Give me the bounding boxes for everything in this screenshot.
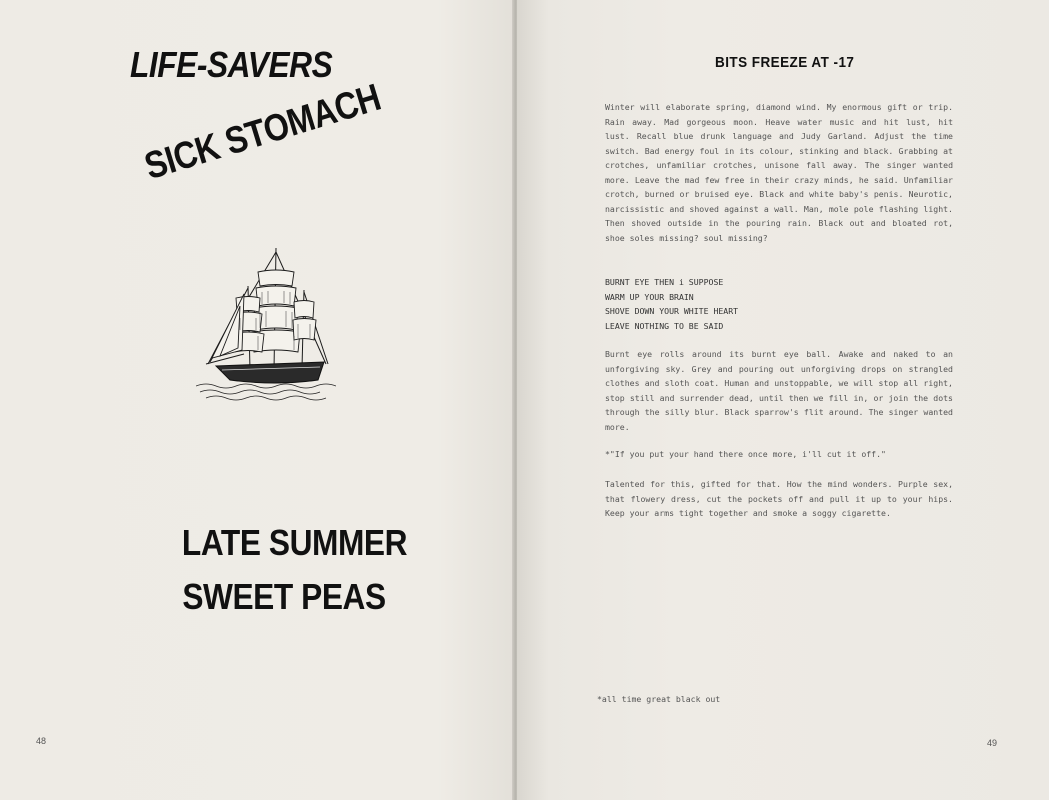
page-number-right: 49 bbox=[987, 738, 998, 748]
heading-late-summer: LATE SUMMER bbox=[181, 522, 408, 563]
heading-sick-stomach: SICK STOMACH bbox=[140, 76, 386, 189]
right-page bbox=[517, 0, 1049, 800]
footnote: *all time great black out bbox=[597, 694, 721, 704]
page-number-left: 48 bbox=[36, 736, 47, 746]
paragraph-2: Burnt eye rolls around its burnt eye ball. Awake and naked to an unforgiving sky. Grey and pouring out unforgiving drops on strangled clothes and sloth coat. Human and unstoppable, we will stop all right, stop still and surrender dead, until then we fill in, or join the dots through the silly blur. Black sparrow's flit around. The singer wanted more. bbox=[605, 349, 953, 432]
quote-line: *"If you put your hand there once more, i'll cut it off." bbox=[605, 449, 886, 459]
heading-sweet-peas: SWEET PEAS bbox=[182, 576, 386, 617]
left-page bbox=[0, 0, 514, 800]
caps-line: BURNT EYE THEN i SUPPOSE bbox=[605, 277, 724, 287]
paragraph-3: Talented for this, gifted for that. How the mind wonders. Purple sex, that flowery dress, cut the pockets off and pull it up to your hips. Keep your arms tight together and smoke a soggy cigarette. bbox=[605, 479, 953, 518]
heading-late-summer-sweet-peas bbox=[168, 516, 408, 624]
caps-line: LEAVE NOTHING TO BE SAID bbox=[605, 320, 724, 331]
caps-line: WARM UP YOUR BRAIN bbox=[605, 291, 694, 302]
caps-line: SHOVE DOWN YOUR WHITE HEART bbox=[605, 306, 739, 316]
heading-life-savers: LIFE-SAVERS bbox=[130, 44, 333, 85]
page-title: BITS FREEZE AT -17 bbox=[715, 54, 855, 71]
sailing-ship-icon bbox=[196, 246, 336, 404]
caps-verse bbox=[605, 275, 738, 333]
paragraph-1: Winter will elaborate spring, diamond wind. My enormous gift or trip. Rain away. Mad gorgeous moon. Heave water music and hit lust, hit lust. Recall blue drunk language and Judy Garland. Adjust the time switch. Bad energy foul in its colour, stinking and black. Grabbing at crotches, unfamiliar crotches, unisone fall away. The singer wanted more. Leave the mad few free in their crazy minds, he said. Unfamiliar crotch, burned or bruised eye. Black and white baby's penis. Neurotic, narcissistic and shoved against a wall. Man, mole pole flashing light. Then shoved outside in the pouring rain. Black out and bloated rot, shoe soles missing? soul missing? bbox=[605, 102, 953, 243]
